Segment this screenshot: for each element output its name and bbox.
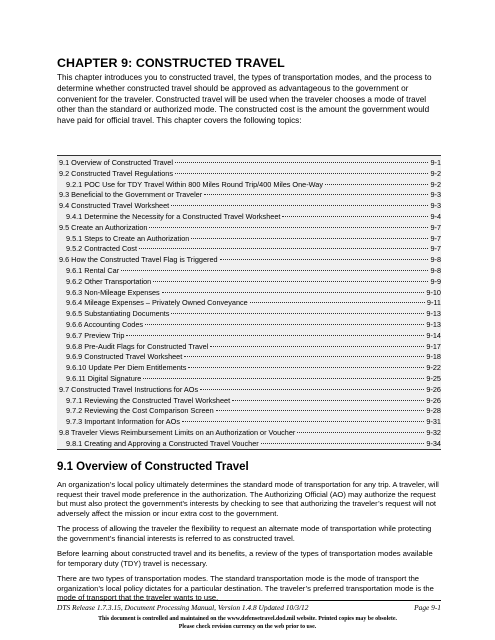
toc-entry[interactable]: 9.7 Constructed Travel Instructions for AOs 9-26	[59, 384, 441, 394]
toc-entry[interactable]: 9.6.6 Accounting Codes 9-13	[66, 320, 441, 329]
toc-entry[interactable]: 9.7.3 Important Information for AOs 9-31	[66, 417, 441, 427]
toc-entry[interactable]: 9.4.1 Determine the Necessity for a Constructed Travel Worksheet 9-4	[66, 212, 441, 221]
toc-entry[interactable]: 9.5.2 Contracted Cost 9-7	[66, 244, 441, 254]
toc-entry[interactable]: 9.2 Constructed Travel Regulations 9-2	[59, 168, 441, 178]
footer-page-number: Page 9-1	[414, 603, 441, 612]
body-paragraph: There are two types of transportation modes. The standard transportation mode is the mode of transport the organization’s local policy dictates for a particular destination. The traveler’s preferred transportation mode is the mode of transport that the traveler wants to use.	[57, 574, 434, 603]
toc-entry[interactable]: 9.1 Overview of Constructed Travel 9-1	[59, 158, 441, 167]
toc-entry[interactable]: 9.6 How the Constructed Travel Flag is Triggered 9-8	[59, 255, 441, 265]
disclaimer-line-1: This document is controlled and maintained on the www.defensetravel.dod.mil website. Printed copies may be obsolete.	[98, 616, 397, 622]
chapter-title: CHAPTER 9: CONSTRUCTED TRAVEL	[57, 56, 285, 70]
toc-entry[interactable]: 9.6.8 Pre-Audit Flags for Constructed Travel 9-17	[66, 341, 441, 351]
table-of-contents	[57, 155, 441, 450]
toc-entry[interactable]: 9.5 Create an Authorization 9-7	[59, 222, 441, 232]
section-heading: 9.1 Overview of Constructed Travel	[57, 461, 249, 473]
footer-disclaimer	[30, 616, 465, 631]
toc-entry[interactable]: 9.8 Traveler Views Reimbursement Limits on an Authorization or Voucher 9-32	[59, 428, 441, 437]
intro-paragraph: This chapter introduces you to constructed travel, the types of transportation modes, and the process to determine whether constructed travel should be approved as advantageous to the government or convenient for the traveler. Constructed travel will be used when the traveler chooses a mode of travel other than the standard or authorized mode. The constructed cost is the amount the government would have paid for official travel. This chapter covers the following topics:	[57, 73, 432, 126]
body-paragraph: An organization’s local policy ultimately determines the standard mode of transportation for any trip. A traveler, will request their travel mode preference in the authorization. The Authorizing Official (AO) may authorize the request but must also protect the government’s interests by checking to see that authorizing the traveler’s request will not adversely affect the mission or incur extra cost to the government.	[57, 480, 439, 518]
footer-document-info: DTS Release 1.7.3.15, Document Processing Manual, Version 1.4.8 Updated 10/3/12	[57, 603, 309, 612]
body-paragraph: Before learning about constructed travel and its benefits, a review of the types of transportation modes available for temporary duty (TDY) travel is necessary.	[57, 549, 433, 568]
toc-entry[interactable]: 9.6.4 Mileage Expenses – Privately Owned Conveyance 9-11	[66, 298, 441, 308]
toc-entry[interactable]: 9.2.1 POC Use for TDY Travel Within 800 Miles Round Trip/400 Miles One-Way 9-2	[66, 179, 441, 189]
toc-entry[interactable]: 9.6.9 Constructed Travel Worksheet 9-18	[66, 352, 441, 362]
toc-entry[interactable]: 9.3 Beneficial to the Government or Traveler 9-3	[59, 190, 441, 200]
toc-entry[interactable]: 9.6.1 Rental Car 9-8	[66, 266, 441, 275]
toc-entry[interactable]: 9.8.1 Creating and Approving a Constructed Travel Voucher 9-34	[66, 438, 441, 448]
toc-entry[interactable]: 9.6.2 Other Transportation 9-9	[66, 276, 441, 286]
toc-entry[interactable]: 9.4 Constructed Travel Worksheet 9-3	[59, 201, 441, 211]
toc-entry[interactable]: 9.7.1 Reviewing the Constructed Travel Worksheet 9-26	[66, 395, 441, 405]
toc-entry[interactable]: 9.6.7 Preview Trip 9-14	[66, 330, 441, 340]
toc-entry[interactable]: 9.5.1 Steps to Create an Authorization 9-7	[66, 233, 441, 243]
body-paragraph: The process of allowing the traveler the flexibility to request an alternate mode of transportation while protecting the government’s financial interests is referred to as constructed travel.	[57, 524, 432, 543]
toc-entry[interactable]: 9.6.10 Update Per Diem Entitlements 9-22	[66, 363, 441, 373]
toc-entry[interactable]: 9.6.5 Substantiating Documents 9-13	[66, 309, 441, 319]
disclaimer-line-2: Please check revision currency on the web prior to use.	[178, 623, 317, 630]
toc-entry[interactable]: 9.6.11 Digital Signature 9-25	[66, 374, 441, 383]
toc-entry[interactable]: 9.6.3 Non-Mileage Expenses 9-10	[66, 287, 441, 297]
toc-entry[interactable]: 9.7.2 Reviewing the Cost Comparison Screen 9-28	[66, 406, 441, 416]
